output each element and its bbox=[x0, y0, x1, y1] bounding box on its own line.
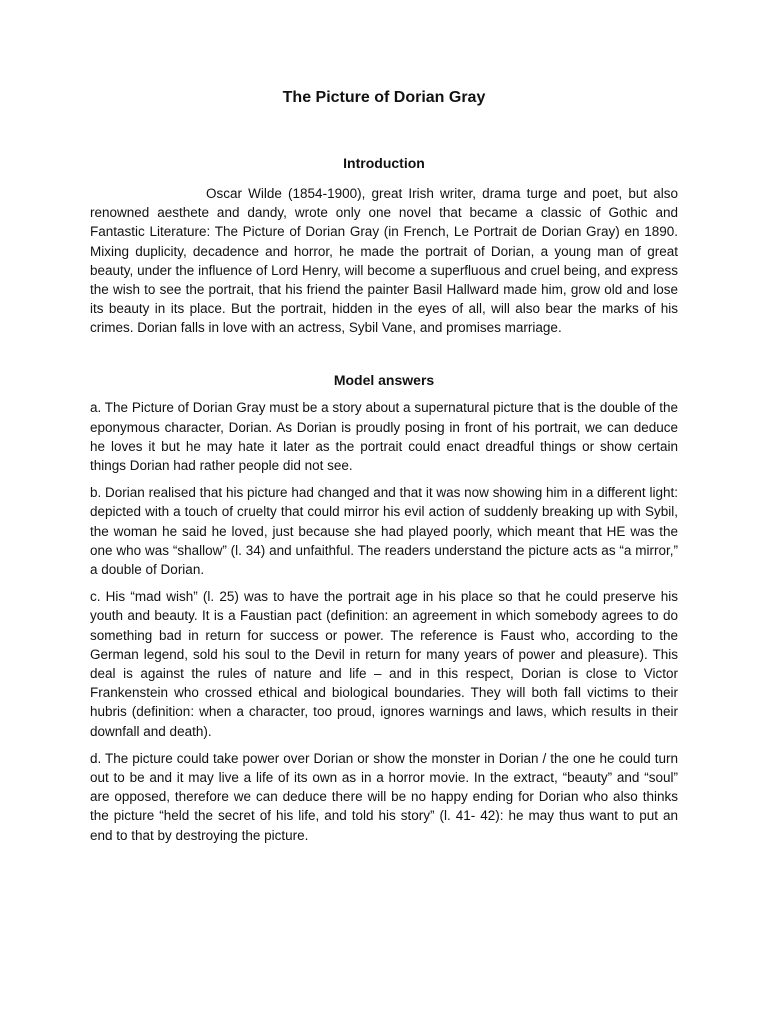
model-answers-heading: Model answers bbox=[333, 371, 435, 388]
answer-c-paragraph: c. His “mad wish” (l. 25) was to have the portrait age in his place so that he could preserve his youth and beauty. It is a Faustian pact (definition: an agreement in which somebody agrees to do something bad in return for success or power. The reference is Faust who, according to the German legend, sold his soul to the Devil in return for many years of power and pleasure). This deal is against the rules of nature and life – and in this respect, Dorian is close to Victor Frankenstein who crossed ethical and biological boundaries. They will both fall victims to their hubris (definition: when a character, too proud, ignores warnings and laws, which results in their downfall and death). bbox=[90, 589, 678, 739]
introduction-heading: Introduction bbox=[343, 155, 425, 172]
document-title: The Picture of Dorian Gray bbox=[282, 89, 486, 106]
answer-d-paragraph: d. The picture could take power over Dorian or show the monster in Dorian / the one he could turn out to be and it may live a life of its own as in a horror movie. In the extract, “beauty” and “soul” are opposed, therefore we can deduce there will be no happy ending for Dorian who also thinks the picture “held the secret of his life, and told his story” (l. 41- 42): he may thus want to put an end to that by destroying the picture. bbox=[90, 750, 678, 843]
introduction-paragraph: Oscar Wilde (1854-1900), great Irish writer, drama turge and poet, but also renowned aesthete and dandy, wrote only one novel that became a classic of Gothic and Fantastic Literature: The Picture of Dorian Gray (in French, Le Portrait de Dorian Gray) en 1890. Mixing duplicity, decadence and horror, he made the portrait of Dorian, a young man of great beauty, under the influence of Lord Henry, will become a superfluous and cruel being, and express the wish to see the portrait, that his friend the painter Basil Hallward made him, grow old and lose its beauty in its place. But the portrait, hidden in the eyes of all, will also bear the marks of his crimes. Dorian falls in love with an actress, Sybil Vane, and promises marriage. bbox=[90, 185, 678, 336]
answer-b-paragraph: b. Dorian realised that his picture had changed and that it was now showing him in a different light: depicted with a touch of cruelty that could mirror his evil action of suddenly breaking up with Sybil, the woman he said he loved, just because she had played poorly, which meant that HE was the one who was “shallow” (l. 34) and unfaithful. The readers understand the picture acts as “a mirror,” a double of Dorian. bbox=[90, 485, 678, 578]
answer-a-paragraph: a. The Picture of Dorian Gray must be a story about a supernatural picture that is the double of the eponymous character, Dorian. As Dorian is proudly posing in front of his portrait, we can deduce he loves it but he may hate it later as the portrait could enact dreadful things or show certain things Dorian had rather people did not see. bbox=[90, 400, 678, 474]
